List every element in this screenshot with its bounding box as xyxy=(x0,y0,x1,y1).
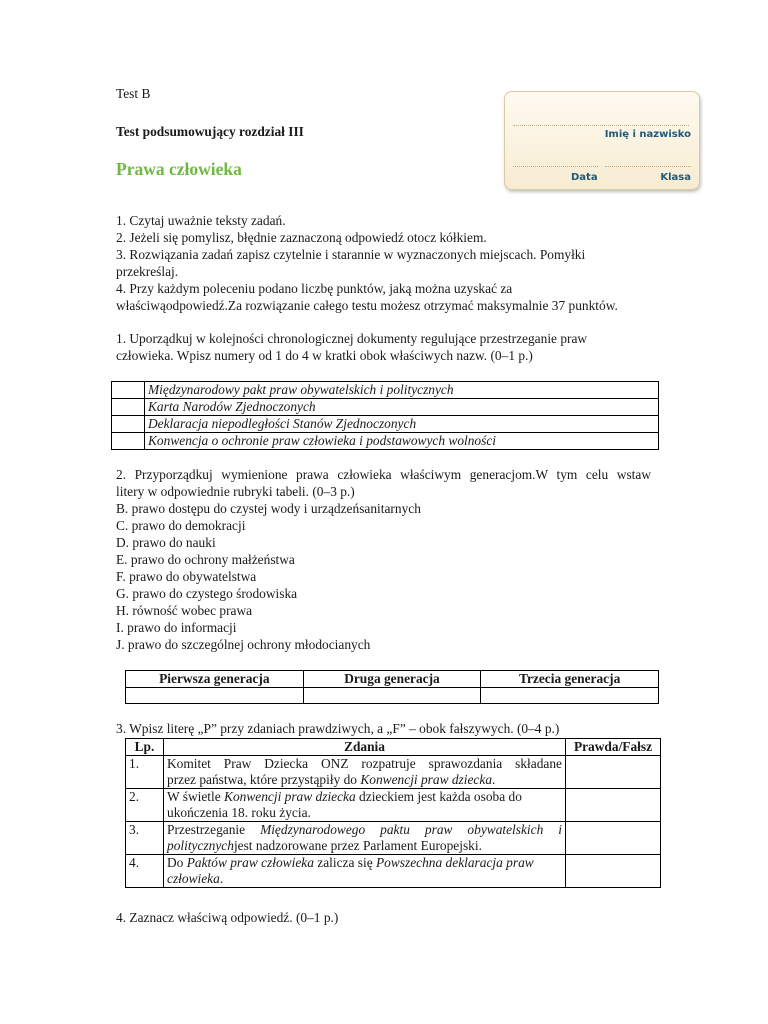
student-info-box xyxy=(504,91,700,190)
page-title: Prawa człowieka xyxy=(116,159,242,179)
column-header: Pierwsza generacja xyxy=(126,671,304,688)
table-row xyxy=(126,789,661,822)
column-header: Prawda/Fałsz xyxy=(566,739,661,756)
right-item: G. prawo do czystego środowiska xyxy=(116,586,298,601)
italic-part: Powszechna deklaracja praw xyxy=(376,855,534,870)
test-label: Test B xyxy=(116,86,151,101)
sentence-line xyxy=(167,772,562,788)
text-part: Do xyxy=(167,855,187,870)
text-part: Przestrzeganie xyxy=(167,822,261,837)
table-row xyxy=(112,416,659,433)
sentence-line xyxy=(167,871,562,887)
task2-prompt: 2. Przyporządkuj wymienione prawa człowieka właściwym generacjom.W tym celu wstaw xyxy=(116,467,651,482)
text-part: przez państwa, które przystąpiły do xyxy=(167,772,361,787)
table-row xyxy=(126,822,661,855)
italic-part: Konwencji praw dziecka xyxy=(224,789,356,804)
column-header: Zdania xyxy=(164,739,566,756)
text-part: zalicza się xyxy=(313,855,376,870)
task1-prompt: 1. Uporządkuj w kolejności chronologicznej dokumenty regulujące przestrzeganie praw xyxy=(116,331,588,346)
table-row xyxy=(126,756,661,789)
date-label: Data xyxy=(571,172,598,183)
text-part: . xyxy=(492,772,496,787)
answer-cell[interactable] xyxy=(303,688,481,704)
row-number: 1. xyxy=(126,756,164,789)
table-header-row xyxy=(126,739,661,756)
table-row xyxy=(112,433,659,450)
row-number: 3. xyxy=(126,822,164,855)
sentence-line xyxy=(167,855,562,871)
sentence-line xyxy=(167,838,562,854)
table-row xyxy=(126,688,659,704)
table-row xyxy=(112,382,659,399)
column-header: Lp. xyxy=(126,739,164,756)
instruction-2: 2. Jeżeli się pomylisz, błędnie zaznaczoną odpowiedź otocz kółkiem. xyxy=(116,230,487,245)
answer-cell[interactable] xyxy=(126,688,304,704)
row-number: 4. xyxy=(126,855,164,888)
date-line xyxy=(513,166,598,167)
text-part: . xyxy=(219,871,224,886)
text-part: jest nadzorowane przez Parlament Europejski. xyxy=(233,838,482,853)
sentence-line xyxy=(167,789,562,805)
right-item: H. równość wobec prawa xyxy=(116,603,253,618)
task2-prompt-cont: litery w odpowiednie rubryki tabeli. (0–3 p.) xyxy=(116,484,355,499)
task1-prompt-cont: człowieka. Wpisz numery od 1 do 4 w kratki obok właściwych nazw. (0–1 p.) xyxy=(116,348,533,363)
italic-part: Paktów praw człowieka xyxy=(186,855,314,870)
sentence-line: ukończenia 18. roku życia. xyxy=(167,805,311,820)
right-item: J. prawo do szczególnej ochrony młodocianych xyxy=(116,637,371,652)
italic-part: Konwencji praw dziecka xyxy=(360,772,493,787)
italic-part: człowieka xyxy=(167,871,220,886)
sentence-line: Komitet Praw Dziecka ONZ rozpatruje sprawozdania składane xyxy=(167,756,562,771)
sentence-line xyxy=(167,822,562,838)
table-header-row xyxy=(126,671,659,688)
row-number: 2. xyxy=(126,789,164,822)
right-item: B. prawo dostępu do czystej wody i urządzeńsanitarnych xyxy=(116,501,421,516)
right-item: I. prawo do informacji xyxy=(116,620,237,635)
document-name: Międzynarodowy pakt praw obywatelskich i politycznych xyxy=(145,382,659,399)
sentence xyxy=(164,756,566,789)
column-header: Druga generacja xyxy=(303,671,481,688)
table-row xyxy=(126,855,661,888)
sentence xyxy=(164,855,566,888)
document-name: Deklaracja niepodległości Stanów Zjednoczonych xyxy=(145,416,659,433)
instruction-4-cont: właściwąodpowiedź.Za rozwiązanie całego testu możesz otrzymać maksymalnie 37 punktów. xyxy=(116,298,618,313)
table-row xyxy=(112,399,659,416)
task4-prompt: 4. Zaznacz właściwą odpowiedź. (0–1 p.) xyxy=(116,910,339,925)
right-item: D. prawo do nauki xyxy=(116,535,216,550)
document-name: Karta Narodów Zjednoczonych xyxy=(145,399,659,416)
answer-cell[interactable] xyxy=(566,822,661,855)
instruction-4: 4. Przy każdym poleceniu podano liczbę punktów, jaką można uzyskać za xyxy=(116,281,513,296)
order-box[interactable] xyxy=(112,433,145,450)
generations-table xyxy=(125,670,659,704)
text-part: W świetle xyxy=(167,789,225,804)
instruction-3: 3. Rozwiązania zadań zapisz czytelnie i starannie w wyznaczonych miejscach. Pomyłki xyxy=(116,247,586,262)
sentence xyxy=(164,822,566,855)
test-subtitle: Test podsumowujący rozdział III xyxy=(116,124,304,139)
text-part: dzieckiem jest każda osoba do xyxy=(355,789,522,804)
italic-part: Międzynarodowego paktu praw obywatelskich i xyxy=(260,822,562,837)
answer-cell[interactable] xyxy=(566,855,661,888)
right-item: E. prawo do ochrony małżeństwa xyxy=(116,552,295,567)
class-label: Klasa xyxy=(660,172,691,183)
right-item: C. prawo do demokracji xyxy=(116,518,246,533)
column-header: Trzecia generacja xyxy=(481,671,659,688)
name-line xyxy=(513,125,689,126)
right-item: F. prawo do obywatelstwa xyxy=(116,569,257,584)
answer-cell[interactable] xyxy=(566,756,661,789)
order-box[interactable] xyxy=(112,382,145,399)
documents-table xyxy=(111,381,659,450)
instruction-1: 1. Czytaj uważnie teksty zadań. xyxy=(116,213,286,228)
class-line xyxy=(605,166,691,167)
italic-part: politycznych xyxy=(167,838,234,853)
order-box[interactable] xyxy=(112,416,145,433)
sentence xyxy=(164,789,566,822)
document-name: Konwencja o ochronie praw człowieka i podstawowych wolności xyxy=(145,433,659,450)
answer-cell[interactable] xyxy=(566,789,661,822)
name-label: Imię i nazwisko xyxy=(604,129,691,140)
true-false-table xyxy=(125,738,661,888)
answer-cell[interactable] xyxy=(481,688,659,704)
instruction-3-cont: przekreślaj. xyxy=(116,264,179,279)
task3-prompt: 3. Wpisz literę „P” przy zdaniach prawdziwych, a „F” – obok fałszywych. (0–4 p.) xyxy=(116,721,560,736)
order-box[interactable] xyxy=(112,399,145,416)
